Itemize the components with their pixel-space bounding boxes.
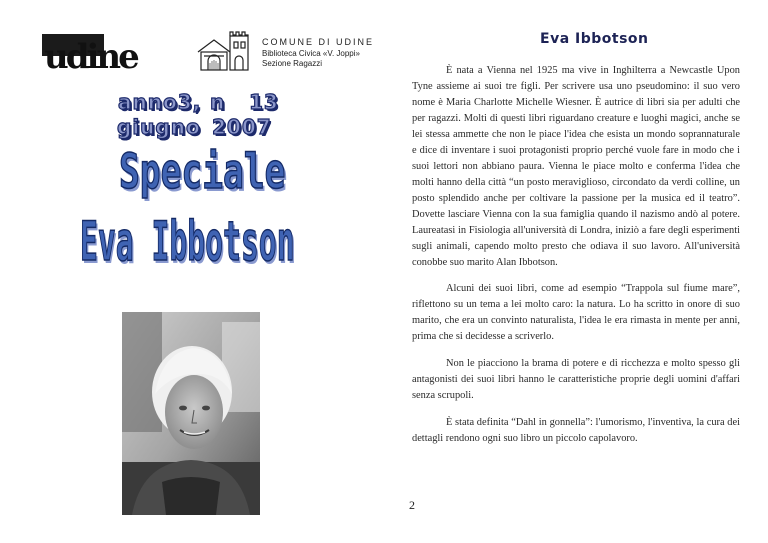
article-paragraph-4: È stata definita “Dahl in gonnella”: l'umorismo, l'inventiva, la cura dei dettagli rendono ogni suo libro un piccolo capolavoro. [412, 417, 740, 444]
comune-label: COMUNE DI UDINE [262, 37, 375, 47]
article-paragraph-1: È nata a Vienna nel 1925 ma vive in Inghilterra a Newcastle Upon Tyne assieme ai suoi tre figli. Per scrivere usa uno pseudomino: il suo vero nome è Maria Charlotte Michelle Wiesner. È autrice di libri sia per adulti che per ragazzi. Molti di questi libri riguardano creature e luoghi magici, anche se lei stessa ammette che non le piace l'idea che esista un mondo soprannaturale e dice di inventare i suoi protagonisti proprio perché vuole fare in modo che i suoi lettori non abbiano paura. Vienna le piace molto e conferma l'idea che molti hanno della città “un posto meraviglioso, circondato da verdi colline, un posto splendido anche per coltivare la passione per la musica ed il teatro”. Dovette lasciare Vienna con la sua famiglia quando il nazismo andò al potere. Laureatasi in Fisiologia all'università di Londra, iniziò a fare degli esperimenti sugli animali, capendo molto presto che odiava il suo lavoro. All'università conobbe suo marito Alan Ibbotson. [412, 65, 740, 268]
article-title: Eva Ibbotson [540, 31, 649, 47]
heading-eva-ibbotson: Eva Ibbotson [80, 210, 295, 273]
issue-number-label: n [210, 90, 226, 114]
issue-number: 13 [249, 90, 279, 114]
issue-year: anno3, [118, 90, 202, 114]
library-building-icon [196, 30, 254, 72]
author-photo [122, 312, 260, 515]
page-number: 2 [409, 498, 415, 512]
issue-year-number: 2007 [212, 115, 272, 139]
library-info [262, 49, 360, 69]
article-paragraph-3: Non le piacciono la brama di potere e di ricchezza e molto spesso gli antagonisti dei suoi libri hanno le caratteristiche proprie degli uomini d'affari senza scrupoli. [412, 358, 740, 401]
article-paragraph-2: Alcuni dei suoi libri, come ad esempio “Trappola sul fiume mare”, riflettono su un tema a lei molto caro: la natura. Lo ha scritto in onore di suo marito, che era un convinto naturalista, l'idea le era rimasta in mente per anni, prima che si decidesse a scriverlo. [412, 283, 740, 342]
issue-month: giugno [117, 115, 201, 139]
library-section: Sezione Ragazzi [262, 59, 323, 68]
library-name: Biblioteca Civica «V. Joppi» [262, 49, 360, 58]
udine-logo [42, 34, 152, 78]
logo-wordmark: udine [44, 37, 137, 77]
heading-speciale: Speciale [119, 144, 286, 200]
